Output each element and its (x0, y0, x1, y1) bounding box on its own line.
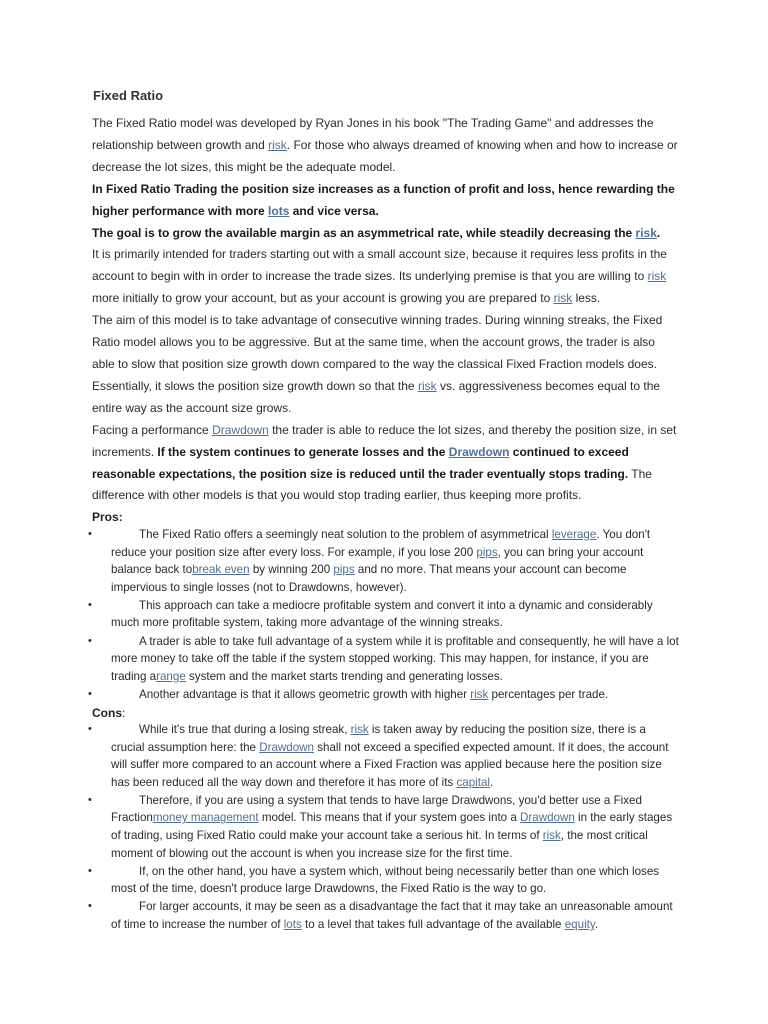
risk-link[interactable]: risk (268, 137, 287, 152)
bullet-icon: • (88, 528, 92, 540)
risk-link[interactable]: risk (553, 291, 573, 306)
risk-link[interactable]: risk (635, 225, 657, 240)
range-link[interactable]: range (156, 669, 186, 683)
pips-link[interactable]: pips (476, 545, 498, 559)
cons-heading: Cons: (92, 706, 126, 720)
paragraph-fixed-ratio-definition: In Fixed Ratio Trading the position size increases as a function of profit and loss, hence rewarding the higher performance with more lots and vice versa. (92, 181, 675, 218)
list-item: • The Fixed Ratio offers a seemingly neat solution to the problem of asymmetrical leverage. You don't reduce your position size after every loss. For example, if you lose 200 pips, you can bring your account balance back tobreak even by winning 200 pips and no more. That means your account can become impervious to single losses (not to Drawdowns, however). (88, 528, 651, 594)
bullet-icon: • (88, 723, 92, 735)
cons-list (88, 721, 680, 934)
pros-heading: Pros: (92, 510, 123, 524)
list-item: • Therefore, if you are using a system that tends to have large Drawdwons, you'd better use a Fixed Fractionmoney management model. This means that if your system goes into a Drawdown in the early stages of trading, using Fixed Ratio could make your account take a serious hit. In terms of risk, the most critical moment of blowing out the account is when you increase size for the first time. (88, 793, 673, 860)
leverage-link[interactable]: leverage (551, 528, 597, 541)
break-even-link[interactable]: break even (192, 563, 250, 577)
bullet-icon: • (88, 634, 92, 647)
drawdown-link[interactable]: Drawdown (448, 444, 510, 459)
lots-link[interactable]: lots (268, 203, 290, 218)
list-item: • For larger accounts, it may be seen as a disadvantage the fact that it may take an unreasonable amount of time to increase the number of lots to a level that takes full advantage of the available equity. (88, 900, 673, 932)
list-item: • A trader is able to take full advantage of a system while it is profitable and consequently, he will have a lot more money to take off the table if the system stopped working. This may happen, for instance, if you are trading arange system and the market starts trending and generating losses. (88, 634, 679, 683)
paragraph-drawdown: Facing a performance Drawdown the trader is able to reduce the lot sizes, and thereby the position size, in set increments. If the system continues to generate losses and the Drawdown continued to exceed reasonable expectations, the position size is reduced until the trader eventually stops trading. The difference with other models is that you would stop trading earlier, thus keeping more profits. (92, 422, 677, 503)
bullet-icon: • (88, 900, 92, 913)
page-title: Fixed Ratio (93, 88, 164, 103)
risk-link[interactable]: risk (417, 378, 437, 393)
paragraph-intro: The Fixed Ratio model was developed by Ryan Jones in his book "The Trading Game" and addresses the relationship between growth and risk. For those who always dreamed of knowing when and how to increase or decrease the lot sizes, this might be the adequate model. (92, 116, 678, 174)
risk-link[interactable]: risk (350, 723, 369, 736)
bullet-icon: • (88, 687, 92, 700)
list-item: • This approach can take a mediocre profitable system and convert it into a dynamic and considerably much more profitable system, taking more advantage of the winning streaks. (88, 598, 653, 630)
risk-link[interactable]: risk (470, 687, 489, 701)
list-item: • Another advantage is that it allows geometric growth with higher risk percentages per trade. (88, 686, 680, 704)
paragraph-aim: The aim of this model is to take advantage of consecutive winning trades. During winning streaks, the Fixed Ratio model allows you to be aggressive. But at the same time, when the account grows, the trader is also able to slow that position size growth down compared to the way the classical Fixed Fraction models does. Essentially, it slows the position size growth down so that the risk vs. aggressiveness becomes equal to the entire way as the account size grows. (92, 313, 663, 415)
paragraph-goal: The goal is to grow the available margin as an asymmetrical rate, while steadily decreasing the risk. (92, 225, 661, 240)
money-management-link[interactable]: money management (152, 811, 259, 825)
bullet-icon: • (88, 864, 92, 877)
drawdown-link[interactable]: Drawdown (212, 422, 269, 437)
risk-link[interactable]: risk (542, 829, 561, 843)
lots-link[interactable]: lots (283, 918, 302, 932)
risk-link[interactable]: risk (647, 269, 667, 284)
capital-link[interactable]: capital (456, 775, 490, 789)
bullet-icon: • (88, 598, 92, 611)
equity-link[interactable]: equity (564, 918, 595, 932)
paragraph-intended-for: It is primarily intended for traders starting out with a small account size, because it requires less profits in the account to begin with in order to increase the trade sizes. Its underlying premise is that you are willing to risk more initially to grow your account, but as your account is growing you are prepared to risk less. (92, 247, 667, 306)
list-item: • If, on the other hand, you have a system which, without being necessarily better than one which loses most of the time, doesn't produce large Drawdowns, the Fixed Ratio is the way to go. (88, 864, 660, 896)
pips-link[interactable]: pips (333, 563, 355, 577)
pros-list (88, 526, 680, 704)
drawdown-link[interactable]: Drawdown (259, 740, 314, 754)
bullet-icon: • (88, 793, 92, 806)
list-item: • While it's true that during a losing streak, risk is taken away by reducing the position size, there is a crucial assumption here: the Drawdown shall not exceed a specified expected amount. If it does, the account will suffer more compared to an account where a Fixed Fraction was applied because here the position size has been reduced all the way down and therefore it has more of its capital. (88, 723, 669, 789)
article-body (92, 113, 680, 507)
drawdown-link[interactable]: Drawdown (520, 811, 575, 825)
